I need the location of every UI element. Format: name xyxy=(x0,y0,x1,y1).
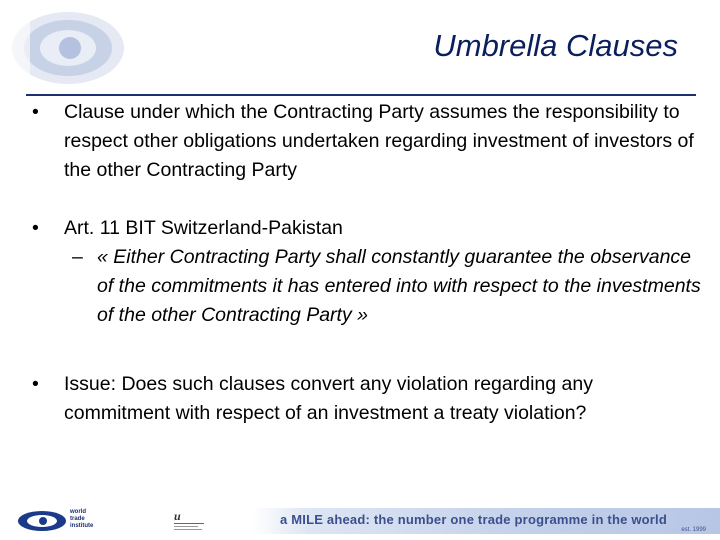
wti-word: trade xyxy=(70,516,85,522)
bullet-marker: • xyxy=(32,373,39,395)
bullet-text: Issue: Does such clauses convert any violation regarding any commitment with respect of an investment a treaty violation? xyxy=(64,373,593,424)
footer-slogan: a MILE ahead: the number one trade programme in the world xyxy=(280,512,668,527)
sub-bullet-text: « Either Contracting Party shall constantly guarantee the observance of the commitments it has entered into with respect to the investments of the other Contracting Party » xyxy=(97,246,701,326)
bullet-marker: • xyxy=(32,217,39,239)
bullet-item xyxy=(28,370,703,428)
title-divider xyxy=(26,94,696,96)
bullet-text: Art. 11 BIT Switzerland-Pakistan xyxy=(64,217,343,239)
bullet-item xyxy=(28,98,703,185)
wti-logo-icon xyxy=(8,6,126,88)
slide-title: Umbrella Clauses xyxy=(433,28,678,63)
svg-text:u: u xyxy=(174,509,181,523)
wti-word: world xyxy=(70,509,86,515)
bullet-marker: • xyxy=(32,101,39,123)
bullet-item xyxy=(28,214,703,243)
wti-wordmark xyxy=(70,509,93,530)
sub-bullet-item xyxy=(28,243,703,330)
bullet-list xyxy=(28,98,703,428)
wti-word: institute xyxy=(70,523,94,529)
university-logo-icon xyxy=(172,508,232,534)
sub-bullet-marker: – xyxy=(72,246,83,268)
bullet-text: Clause under which the Contracting Party assumes the responsibility to respect other obligations undertaken regarding investment of investors of the other Contracting Party xyxy=(64,101,694,181)
footer-est: est. 1999 xyxy=(681,527,706,533)
wti-footer-logo-icon xyxy=(14,510,66,532)
